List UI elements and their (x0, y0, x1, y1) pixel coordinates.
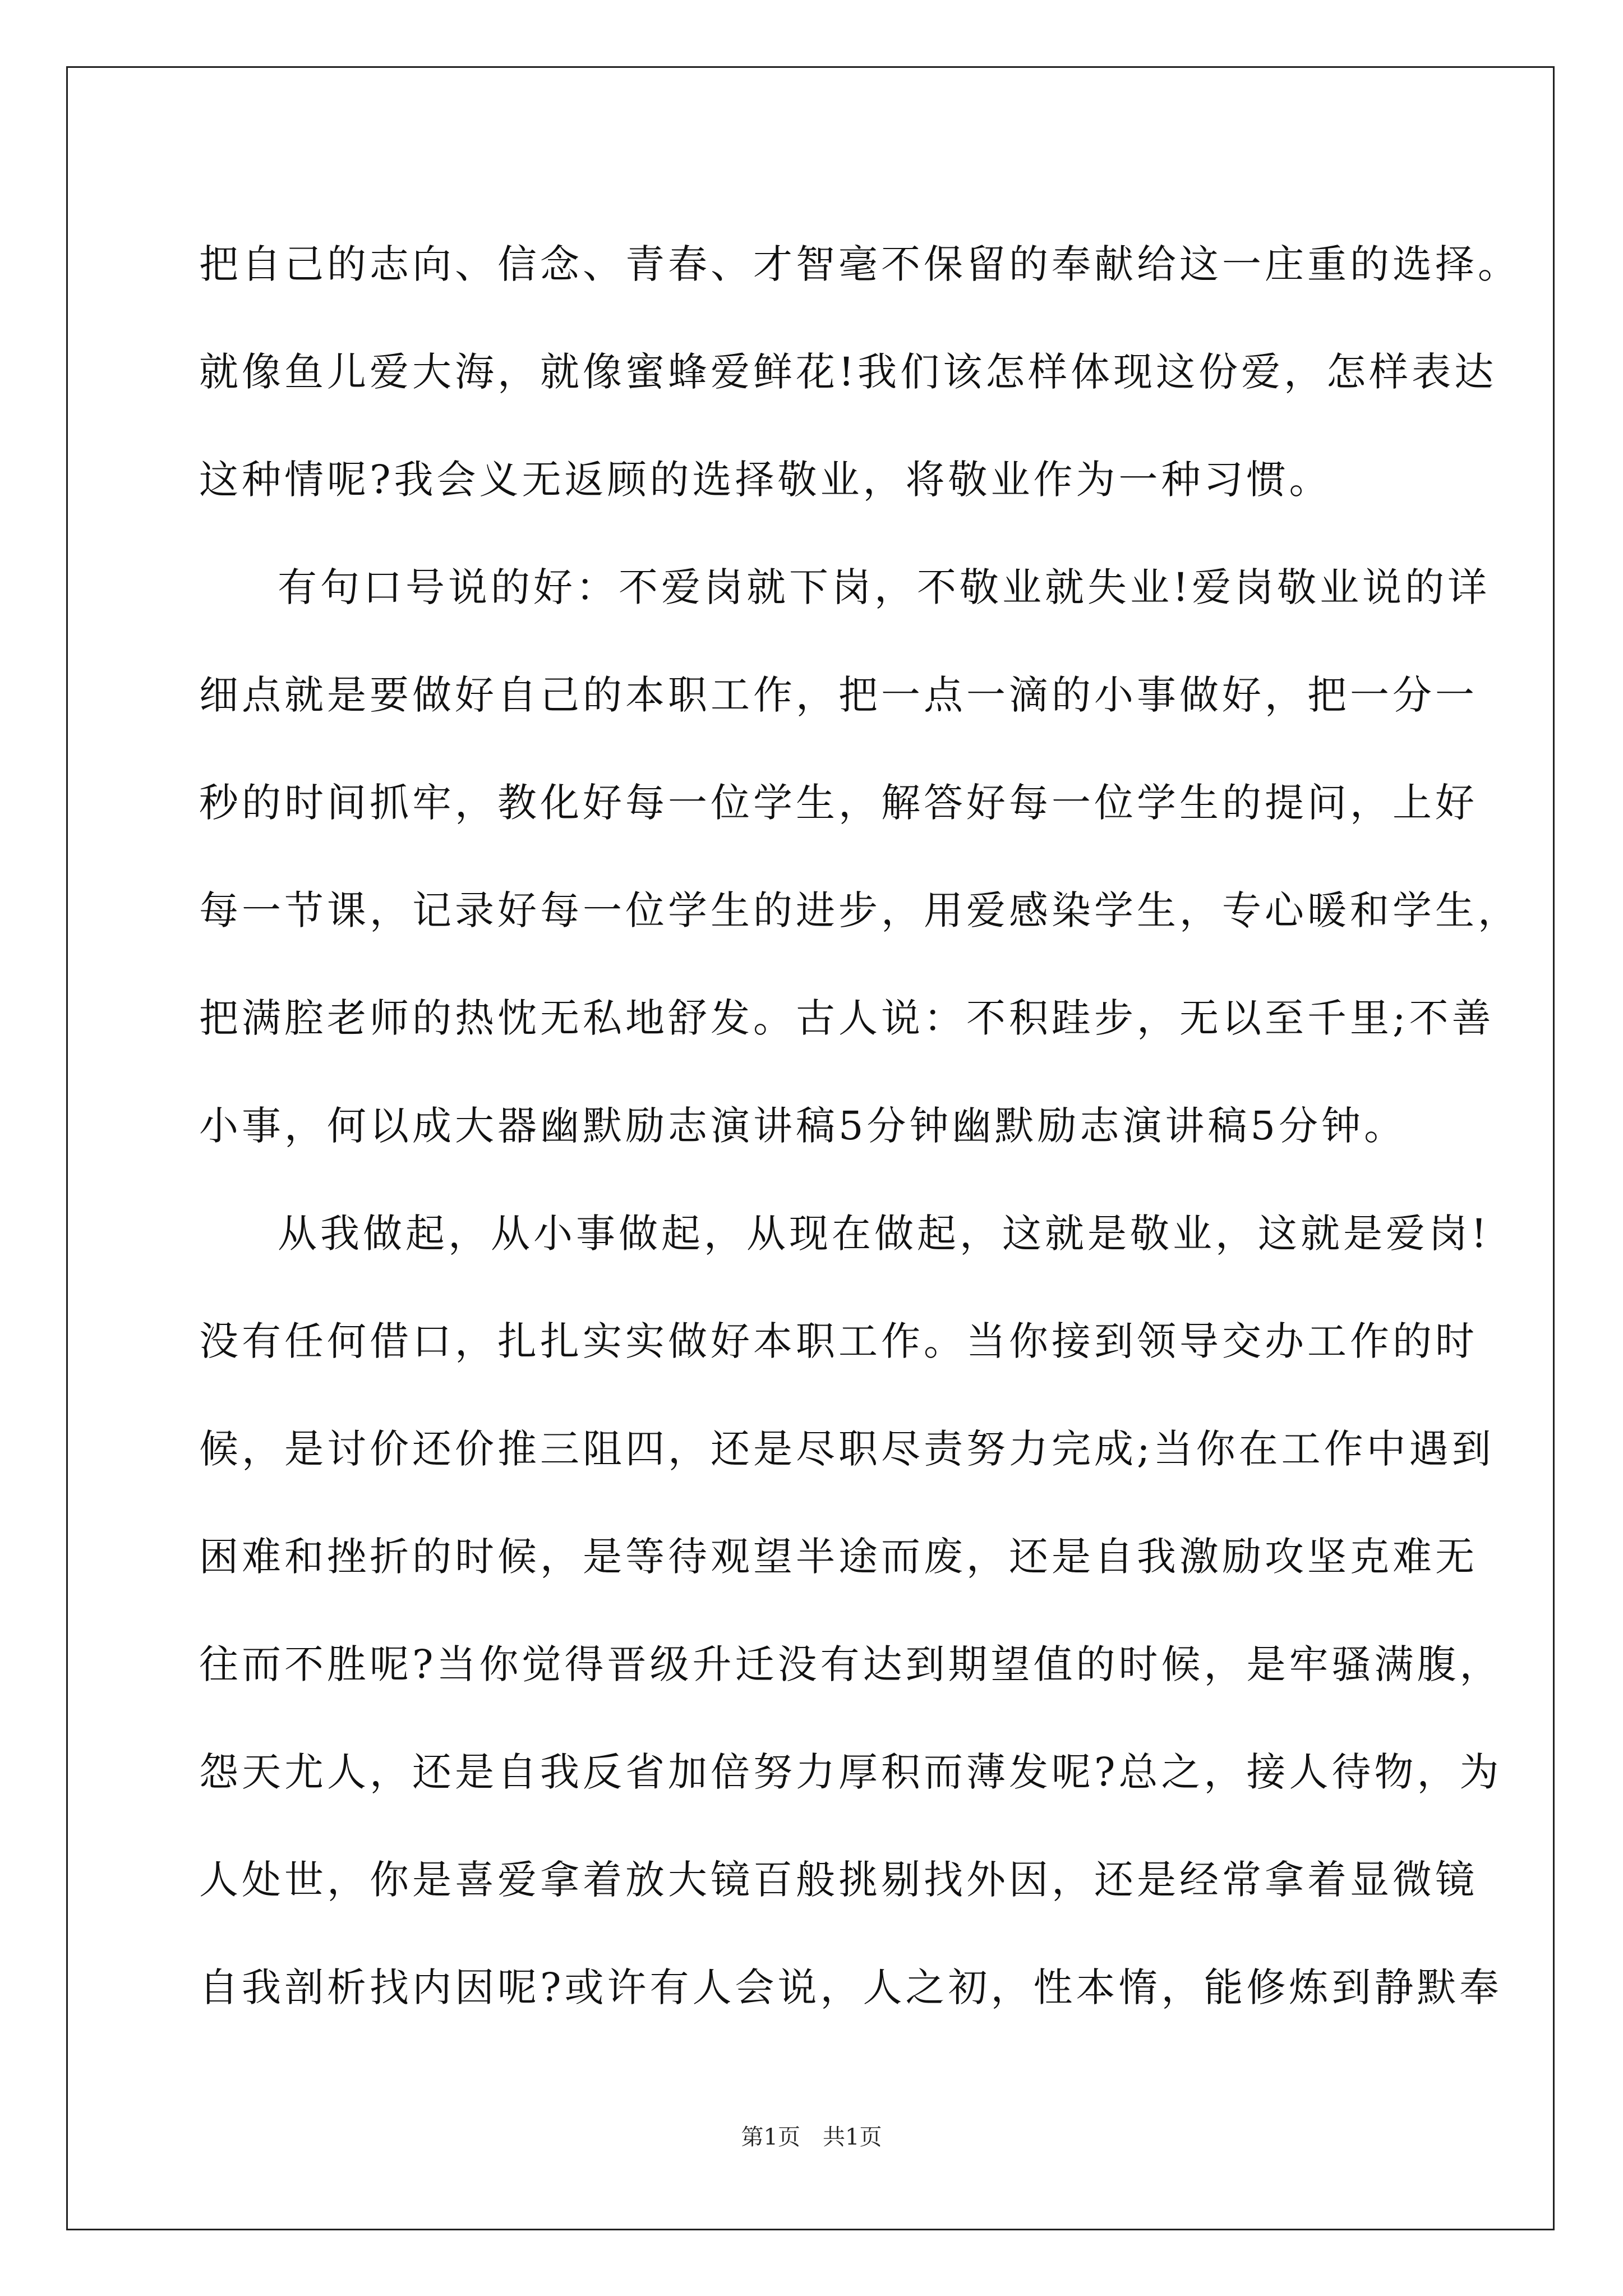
text-line: 把自己的志向、信念、青春、才智毫不保留的奉献给这一庄重的选择。 (199, 241, 1520, 287)
text-line: 困难和挫折的时候，是等待观望半途而废，还是自我激励攻坚克难无 (199, 1534, 1478, 1580)
paragraph-start-line: 有句口号说的好：不爱岗就下岗，不敬业就失业!爱岗敬业说的详 (278, 564, 1491, 610)
text-line: 秒的时间抓牢，教化好每一位学生，解答好每一位学生的提问，上好 (199, 780, 1478, 826)
text-line: 怨天尤人，还是自我反省加倍努力厚积而薄发呢?总之，接人待物，为 (199, 1749, 1502, 1795)
text-line: 候，是讨价还价推三阻四，还是尽职尽责努力完成;当你在工作中遇到 (199, 1426, 1495, 1472)
text-line: 往而不胜呢?当你觉得晋级升迁没有达到期望值的时候，是牢骚满腹， (199, 1641, 1502, 1687)
text-line: 小事，何以成大器幽默励志演讲稿5分钟幽默励志演讲稿5分钟。 (199, 1103, 1407, 1149)
paragraph-start-line: 从我做起，从小事做起，从现在做起，这就是敬业，这就是爱岗! (278, 1211, 1491, 1257)
text-line: 这种情呢?我会义无返顾的选择敬业，将敬业作为一种习惯。 (199, 457, 1332, 503)
text-line: 就像鱼儿爱大海，就像蜜蜂爱鲜花!我们该怎样体现这份爱，怎样表达 (199, 349, 1497, 395)
page-footer: 第1页 共1页 (741, 2124, 882, 2150)
text-line: 没有任何借口，扎扎实实做好本职工作。当你接到领导交办工作的时 (199, 1318, 1478, 1364)
text-line: 细点就是要做好自己的本职工作，把一点一滴的小事做好，把一分一 (199, 672, 1478, 718)
text-line: 自我剖析找内因呢?或许有人会说，人之初，性本惰，能修炼到静默奉 (199, 1964, 1502, 2010)
text-line: 每一节课，记录好每一位学生的进步，用爱感染学生，专心暖和学生， (199, 887, 1520, 933)
text-line: 人处世，你是喜爱拿着放大镜百般挑剔找外因，还是经常拿着显微镜 (199, 1857, 1478, 1903)
text-line: 把满腔老师的热忱无私地舒发。古人说：不积跬步，无以至千里;不善 (199, 995, 1495, 1041)
document-body (199, 210, 1520, 2041)
